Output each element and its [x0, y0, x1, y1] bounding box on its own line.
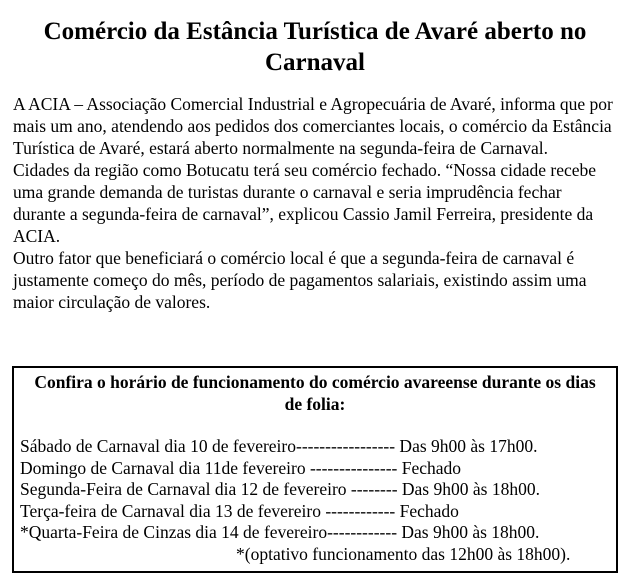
- schedule-box-spacer: [18, 415, 612, 436]
- schedule-box-heading: Confira o horário de funcionamento do comércio avareense durante os dias de folia:: [34, 372, 596, 414]
- schedule-line-saturday: Sábado de Carnaval dia 10 de fevereiro----------------- Das 9h00 às 17h00.: [20, 436, 538, 456]
- schedule-line-monday: Segunda-Feira de Carnaval dia 12 de fevereiro -------- Das 9h00 às 18h00.: [20, 479, 540, 499]
- schedule-line-tuesday: Terça-feira de Carnaval dia 13 de fevereiro ------------ Fechado: [20, 500, 459, 521]
- schedule-box: [12, 366, 618, 573]
- article-title: Comércio da Estância Turística de Avaré aberto no Carnaval: [43, 18, 587, 76]
- article-paragraph-2: Cidades da região como Botucatu terá seu comércio fechado. “Nossa cidade recebe uma grande demanda de turistas durante o carnaval e seria imprudência fechar durante a segunda-feira de carnaval”, explicou Cassio Jamil Ferreira, presidente da ACIA.: [13, 160, 597, 246]
- schedule-line-ash-wednesday: *Quarta-Feira de Cinzas dia 14 de fevereiro------------ Das 9h00 às 18h00.: [20, 522, 540, 542]
- article-paragraph-3: Outro fator que beneficiará o comércio local é que a segunda-feira de carnaval é justamente começo do mês, período de pagamentos salariais, existindo assim uma maior circulação de valores.: [13, 248, 587, 312]
- article-body: [13, 93, 617, 313]
- schedule-footnote: *(optativo funcionamento das 12h00 às 18h00).: [236, 543, 571, 564]
- article-paragraph-1: A ACIA – Associação Comercial Industrial e Agropecuária de Avaré, informa que por mais um ano, atendendo aos pedidos dos comerciantes locais, o comércio da Estância Turística de Avaré, estará aberto normalmente na segunda-feira de Carnaval.: [13, 94, 613, 158]
- schedule-line-sunday: Domingo de Carnaval dia 11de fevereiro --------------- Fechado: [20, 457, 462, 478]
